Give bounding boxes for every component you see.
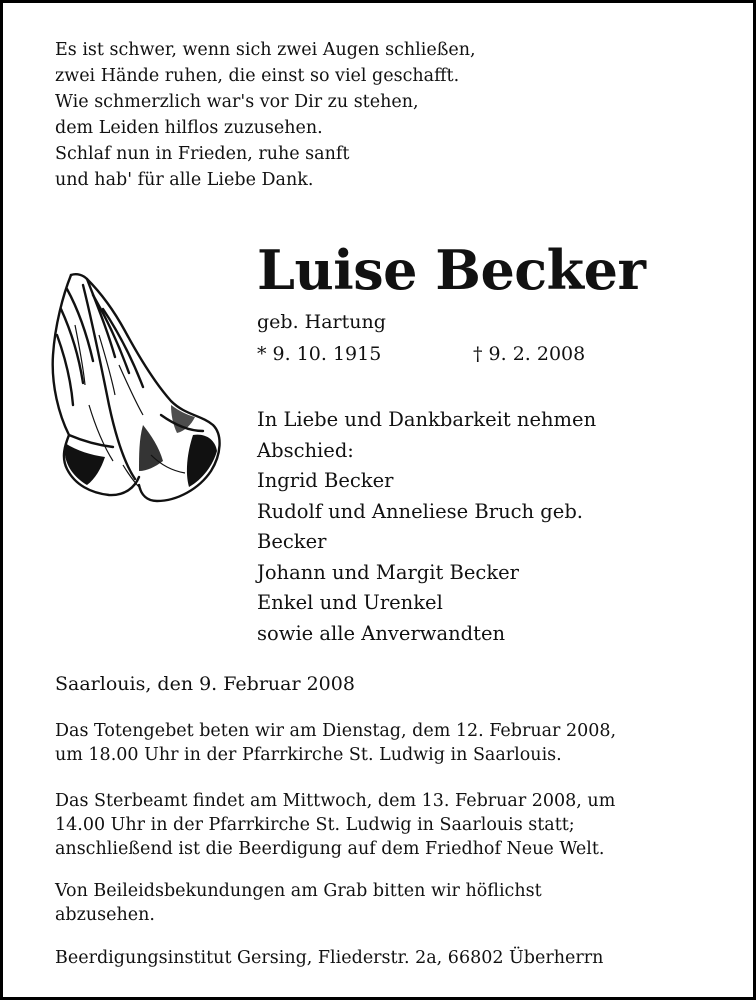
poem-line: Schlaf nun in Frieden, ruhe sanft — [55, 144, 350, 164]
mourner-line: Becker — [257, 530, 327, 553]
death-date: † 9. 2. 2008 — [473, 343, 586, 365]
announcement-line: Das Totengebet beten wir am Dienstag, dem 12. Februar 2008, — [55, 721, 617, 741]
requiem-announcement — [55, 789, 615, 861]
mourner-line: Ingrid Becker — [257, 469, 394, 492]
announcement-line: 14.00 Uhr in der Pfarrkirche St. Ludwig in Saarlouis statt; — [55, 815, 575, 835]
mourners-list — [257, 405, 596, 649]
praying-hands-icon — [43, 265, 225, 515]
funeral-home — [55, 946, 603, 970]
announcement-line: Beerdigungsinstitut Gersing, Fliederstr. 2a, 66802 Überherrn — [55, 948, 604, 968]
memorial-poem — [55, 37, 476, 193]
mourner-line: Enkel und Urenkel — [257, 591, 443, 614]
poem-line: und hab' für alle Liebe Dank. — [55, 170, 314, 190]
birth-date: * 9. 10. 1915 — [257, 343, 382, 365]
deceased-name: Luise Becker — [257, 238, 646, 302]
mourner-line: In Liebe und Dankbarkeit nehmen — [257, 408, 597, 431]
poem-line: zwei Hände ruhen, die einst so viel geschafft. — [55, 66, 460, 86]
mourner-line: sowie alle Anverwandten — [257, 621, 506, 645]
mourner-line: Abschied: — [257, 438, 354, 462]
poem-line: Es ist schwer, wenn sich zwei Augen schließen, — [55, 40, 476, 60]
maiden-name: geb. Hartung — [257, 311, 386, 333]
condolence-request — [55, 879, 542, 927]
announcement-line: anschließend ist die Beerdigung auf dem Friedhof Neue Welt. — [55, 839, 605, 859]
announcement-line: Von Beileidsbekundungen am Grab bitten wir höflichst — [55, 881, 542, 901]
announcement-line: abzusehen. — [55, 905, 155, 925]
poem-line: dem Leiden hilflos zuzusehen. — [55, 118, 323, 138]
announcement-line: um 18.00 Uhr in der Pfarrkirche St. Ludwig in Saarlouis. — [55, 745, 562, 765]
prayer-announcement — [55, 719, 616, 767]
mourner-line: Johann und Margit Becker — [257, 560, 519, 584]
poem-line: Wie schmerzlich war's vor Dir zu stehen, — [55, 92, 419, 112]
place-date: Saarlouis, den 9. Februar 2008 — [55, 673, 355, 695]
announcement-line: Das Sterbeamt findet am Mittwoch, dem 13. Februar 2008, um — [55, 791, 616, 811]
mourner-line: Rudolf und Anneliese Bruch geb. — [257, 499, 584, 523]
